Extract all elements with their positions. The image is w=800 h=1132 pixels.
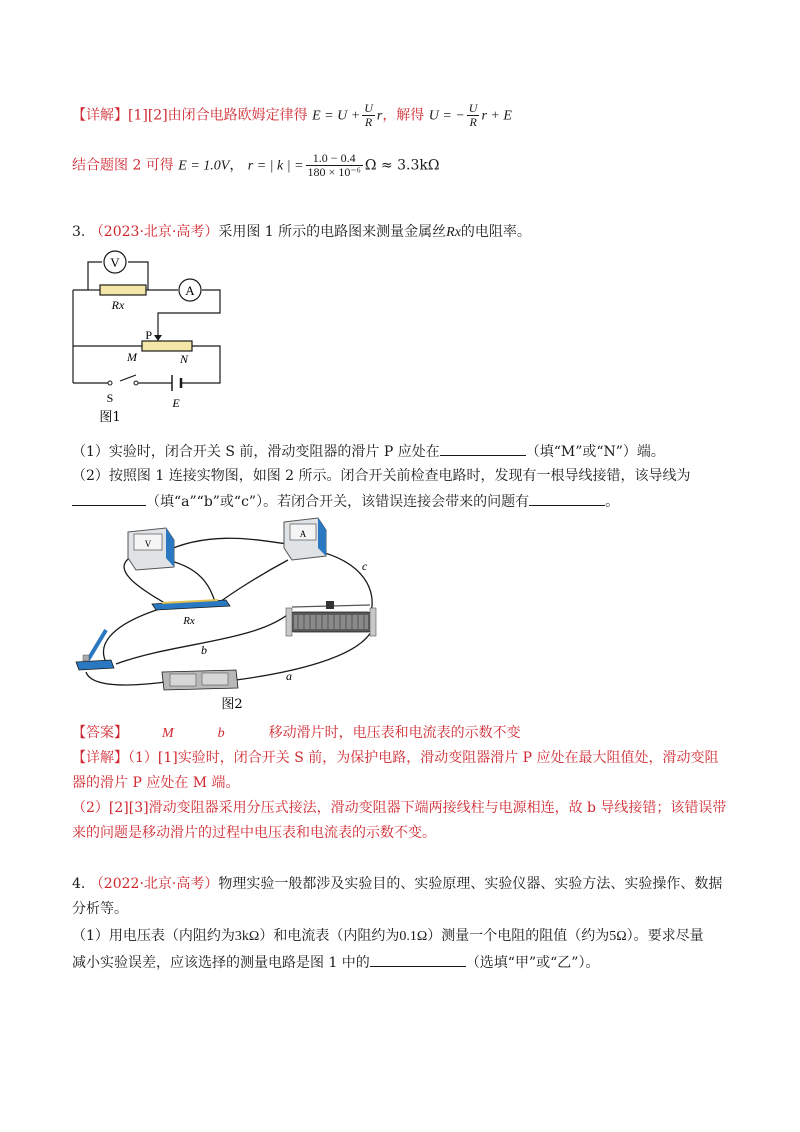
eq-r-lhs: r = | k | = — [247, 158, 304, 174]
eq2-lhs: U = − — [428, 108, 465, 124]
ammeter-device — [284, 518, 326, 560]
q4-part1-b: ）和电流表（内阻约为 — [259, 928, 400, 944]
detail-text-a: [1][2]由闭合电路欧姆定律得 — [128, 107, 308, 124]
q4-header — [72, 874, 722, 894]
q4-line-2 — [72, 899, 128, 919]
ammeter-label: A — [185, 283, 195, 298]
slider-label: P — [145, 328, 152, 342]
wire-a-to-rx — [216, 560, 288, 605]
q4-part1-a: （1）用电压表（内阻约为 — [72, 928, 235, 944]
q3-source: （2023·北京·高考） — [89, 224, 219, 240]
q4-r-val: 5Ω — [609, 929, 627, 944]
eq-r-fraction: $\frac{1.0 - 0.4}{\text{180 × 10⁻⁶}}$ — [307, 151, 361, 179]
resistor-rx — [100, 285, 146, 295]
wire-c-label: c — [362, 559, 368, 573]
slider-arrow — [154, 335, 162, 341]
answer-1: M — [162, 726, 174, 741]
q4-text-a: 物理实验一般都涉及实验目的、实验原理、实验仪器、实验方法、实验操作、数据 — [218, 876, 723, 892]
q3-detail-1a: （1）[1]实验时，闭合开关 S 前，为保护电路，滑动变阻器滑片 P 应处在最大阻值处，滑动变阻 — [128, 750, 719, 766]
battery-device — [162, 670, 238, 690]
q3-part2-text-b: （填“a”“b”或“c”）。若闭合开关，该错误连接会带来的问题有 — [146, 494, 530, 510]
q4-part1-line-1 — [72, 926, 704, 947]
wire-rx-to-switch — [104, 607, 167, 662]
switch-label: S — [106, 391, 114, 405]
q4-v-res: 3kΩ — [234, 929, 260, 944]
q4-source: （2022·北京·高考） — [89, 876, 219, 892]
wire-switch-battery — [86, 672, 166, 685]
answer-3: 移动滑片时，电压表和电流表的示数不变 — [268, 725, 521, 741]
figure-2-apparatus — [66, 512, 396, 712]
rheostat — [142, 341, 192, 351]
eq1-lhs: E = U + — [312, 108, 361, 124]
q4-part1-c: ）测量一个电阻的阻值（约为 — [427, 928, 610, 944]
q3-number: 3. — [72, 224, 86, 240]
q4-blank[interactable] — [370, 952, 466, 967]
resistor-rx-label: Rx — [111, 298, 125, 312]
q3-text-b: 的电阻率。 — [460, 224, 531, 240]
q3-text-a: 采用图 1 所示的电路图来测量金属丝 — [218, 224, 447, 240]
q3-part2-blank-2[interactable] — [529, 491, 605, 506]
rheostat-device — [286, 601, 376, 636]
q3-part2-line-1 — [72, 466, 691, 486]
detail-line-1 — [72, 102, 512, 129]
q3-detail-1b: 器的滑片 P 应处在 M 端。 — [72, 775, 240, 791]
figure-1-caption: 图1 — [99, 410, 121, 425]
wire-v-to-a — [164, 538, 296, 552]
q4-part1-f: （选填“甲”或“乙”）。 — [465, 955, 600, 971]
q3-detail-line-1 — [72, 748, 719, 768]
q3-detail-line-3 — [72, 798, 726, 818]
end-n-label: N — [179, 352, 189, 366]
q3-header — [72, 222, 531, 243]
ammeter-face-label: A — [299, 529, 307, 539]
q3-detail-2b: 来的问题是移动滑片的过程中电压表和电流表的示数不变。 — [72, 825, 436, 841]
detail2-text: 结合题图 2 可得 — [72, 157, 174, 174]
q3-part1 — [72, 441, 665, 462]
q3-symbol: Rx — [446, 225, 461, 240]
figure-2-caption: 图2 — [221, 697, 243, 712]
eq2-fraction: $\frac{U}{R}$ — [468, 101, 478, 129]
eq-e: E = 1.0V — [178, 158, 230, 174]
eq1-fraction: $\frac{U}{R}$ — [364, 101, 373, 129]
voltmeter-face-label: V — [144, 539, 152, 549]
detail-text-b: ，解得 — [382, 107, 425, 124]
switch-device — [76, 630, 114, 670]
rx-label: Rx — [183, 615, 195, 627]
answer-2: b — [217, 726, 225, 741]
eq-r-rhs: Ω ≈ 3.3kΩ — [364, 157, 440, 174]
voltmeter-label: V — [110, 255, 120, 270]
answer-tag: 【答案】 — [72, 725, 128, 741]
wire-a — [236, 632, 371, 680]
q4-text-b: 分析等。 — [72, 901, 128, 917]
eq2-rhs: r + E — [481, 108, 512, 124]
detail-tag: 【详解】 — [72, 107, 128, 124]
eq1-rhs: r — [376, 108, 383, 124]
q4-part1-line-2 — [72, 952, 599, 973]
resistor-rx-board — [152, 600, 230, 627]
q3-part1-blank[interactable] — [440, 441, 526, 456]
voltmeter-device — [128, 528, 174, 570]
wire-a-label: a — [286, 669, 292, 683]
q3-part2-line-2 — [72, 491, 619, 512]
q4-part1-e: 减小实验误差，应该选择的测量电路是图 1 中的 — [72, 955, 370, 971]
q3-part1-text-a: （1）实验时，闭合开关 S 前，滑动变阻器的滑片 P 应处在 — [72, 444, 440, 460]
q3-detail-tag: 【详解】 — [72, 750, 128, 766]
q4-number: 4. — [72, 876, 86, 892]
end-m-label: M — [127, 350, 137, 364]
figure-1-circuit — [60, 245, 240, 425]
q3-part1-text-b: （填“M”或“N”）端。 — [525, 444, 665, 460]
q3-detail-line-2 — [72, 773, 240, 793]
q3-answer — [72, 723, 521, 744]
q3-part2-text-c: 。 — [605, 494, 620, 510]
wire-b-label: b — [201, 643, 207, 657]
q4-part1-d: ）。要求尽量 — [626, 928, 704, 944]
q3-part2-text-a: （2）按照图 1 连接实物图，如图 2 所示。闭合开关前检查电路时，发现有一根导线接错，该导线为 — [72, 468, 691, 484]
battery-label: E — [172, 396, 180, 410]
eq-comma: ， — [229, 157, 244, 174]
q3-detail-2a: （2）[2][3]滑动变阻器采用分压式接法，滑动变阻器下端两接线柱与电源相连，故 b 导线接错；该错误带 — [72, 800, 727, 816]
q4-a-res: 0.1Ω — [399, 929, 428, 944]
detail-line-2 — [72, 152, 439, 179]
q3-detail-line-4 — [72, 823, 436, 843]
q3-part2-blank-1[interactable] — [72, 491, 146, 506]
